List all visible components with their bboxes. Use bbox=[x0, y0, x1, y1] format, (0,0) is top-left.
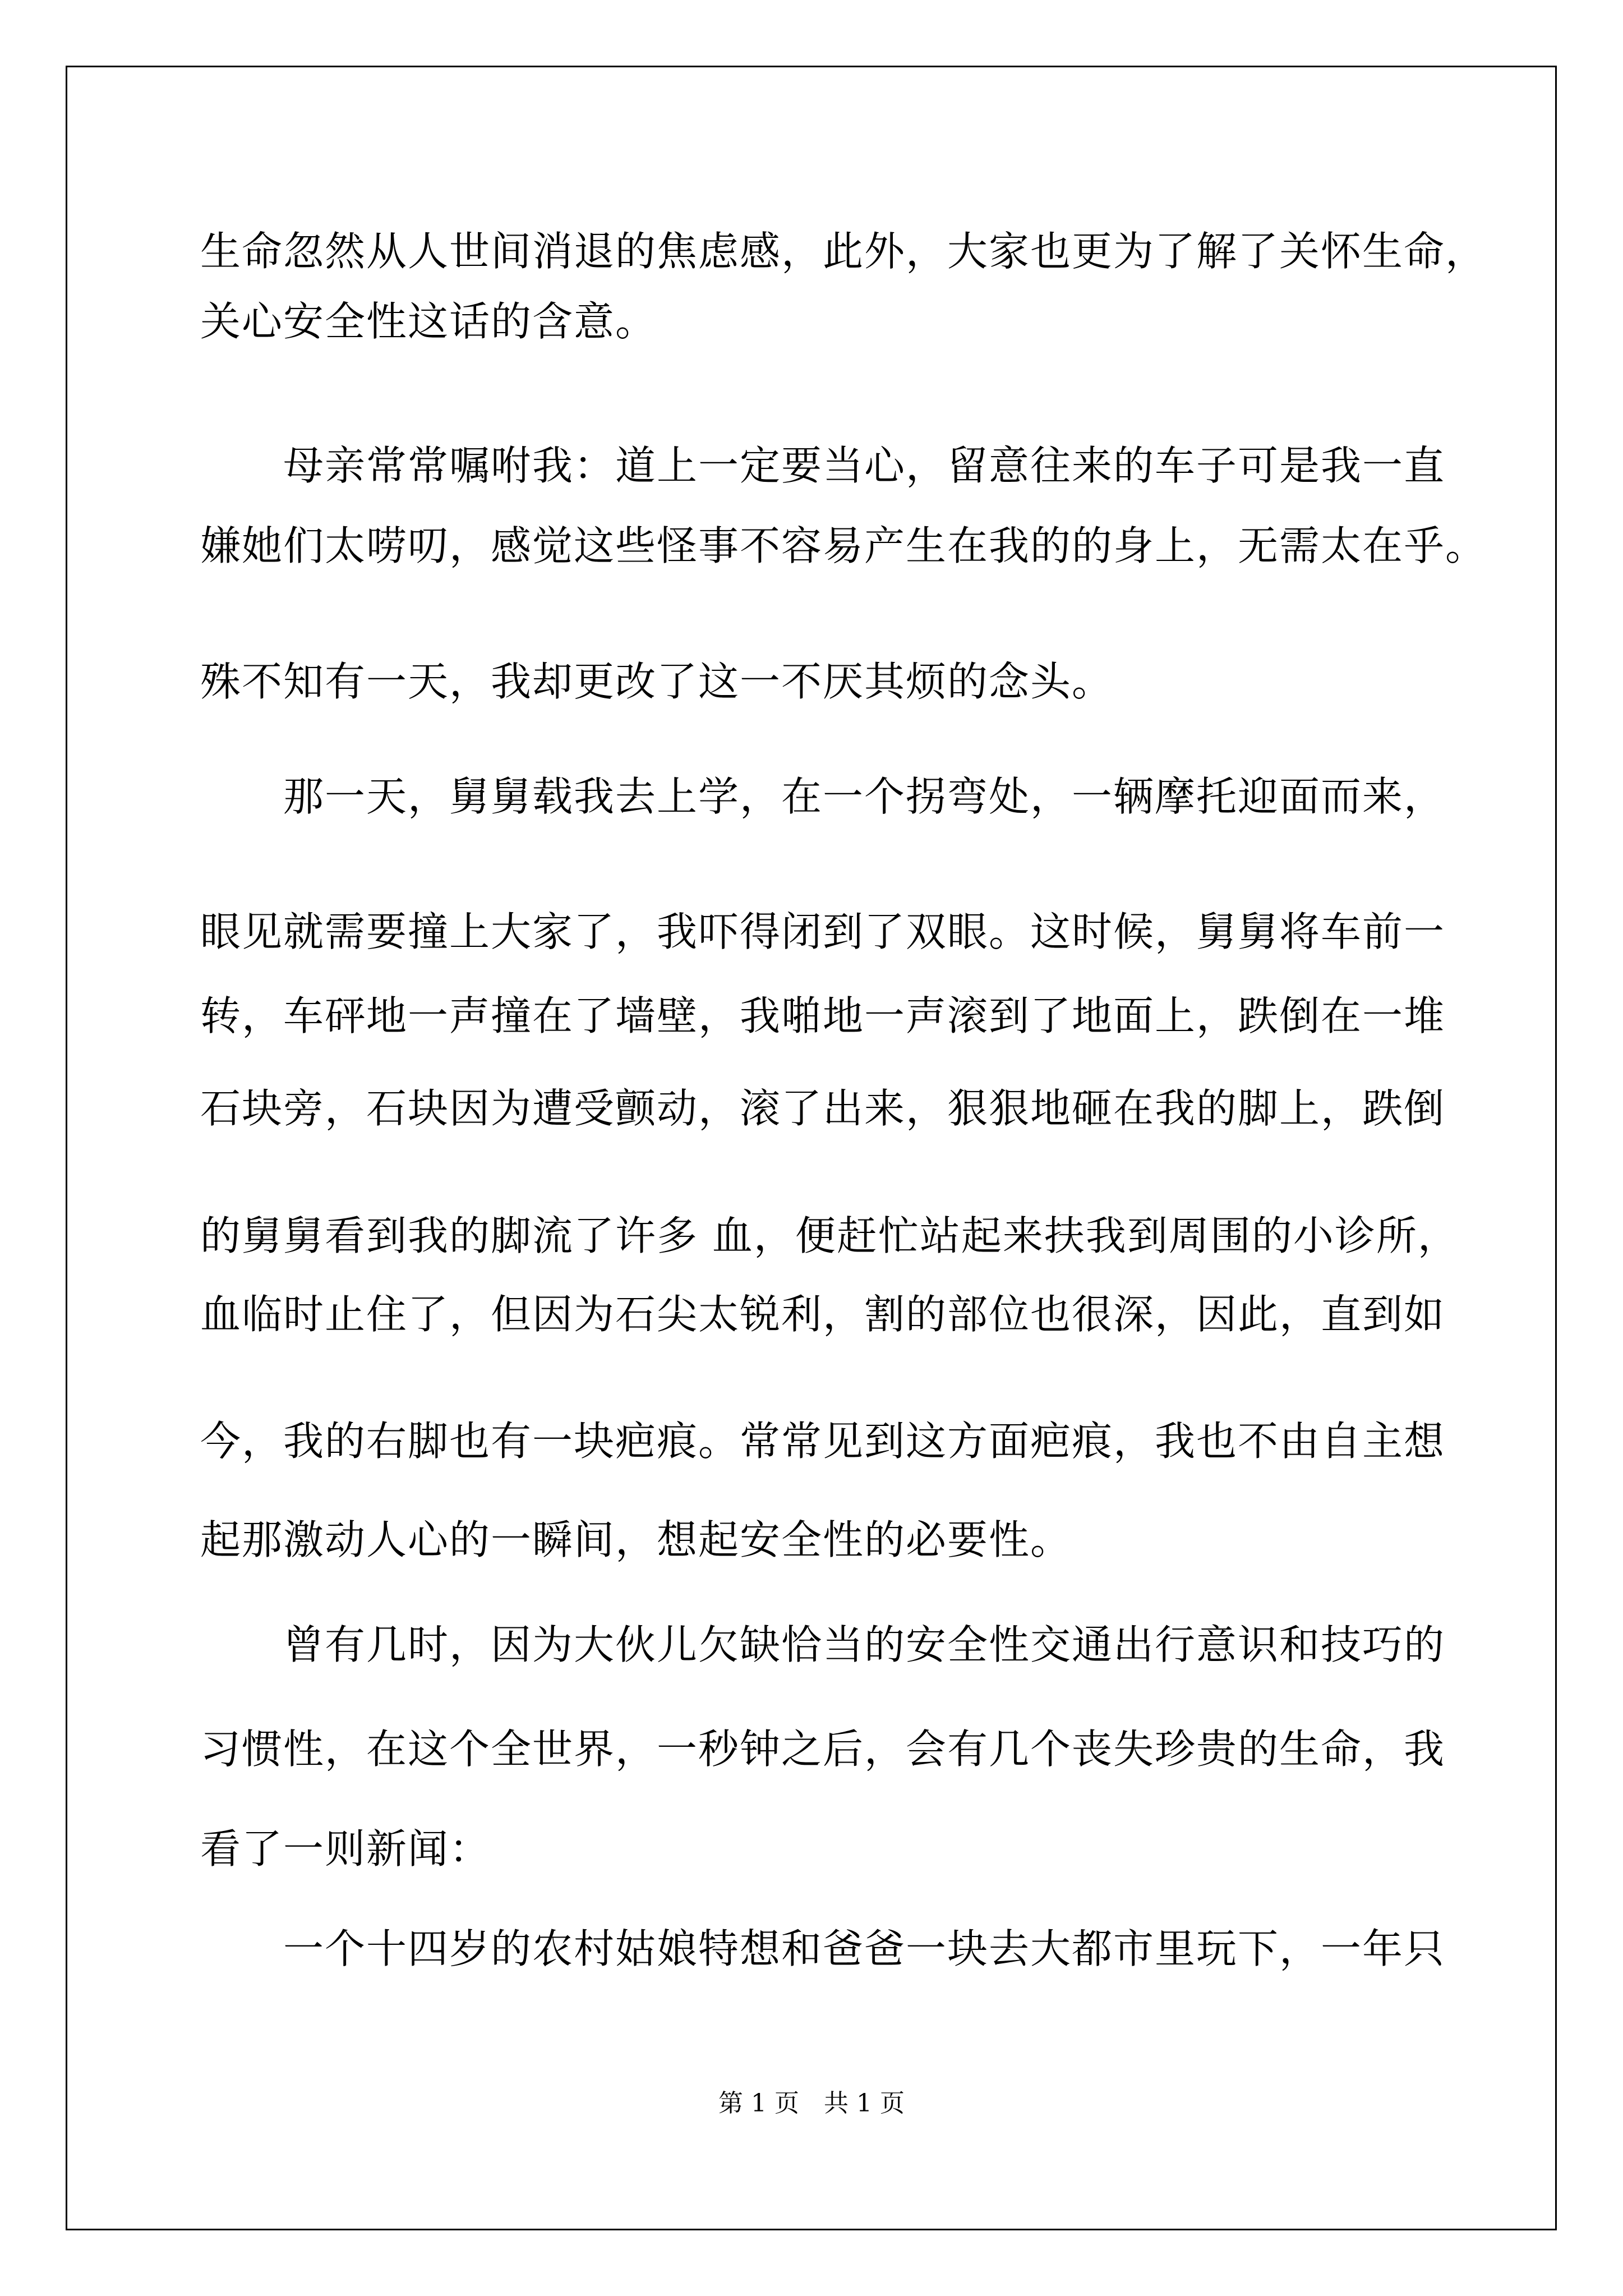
text-line: 转，车砰地一声撞在了墙壁，我啪地一声滚到了地面上，跌倒在一堆 bbox=[200, 992, 1446, 1039]
text-line: 习惯性，在这个全世界，一秒钟之后，会有几个丧失珍贵的生命，我 bbox=[200, 1726, 1446, 1773]
text-line: 殊不知有一天，我却更改了这一不厌其烦的念头。 bbox=[200, 658, 1114, 705]
text-line: 血临时止住了，但因为石尖太锐利，割的部位也很深，因此，直到如 bbox=[200, 1291, 1446, 1338]
text-line: 起那激动人心的一瞬间，想起安全性的必要性。 bbox=[200, 1516, 1072, 1563]
text-line: 生命忽然从人世间消退的焦虑感，此外，大家也更为了解了关怀生命， bbox=[200, 228, 1487, 275]
text-line: 一个十四岁的农村姑娘特想和爸爸一块去大都市里玩下，一年只 bbox=[200, 1925, 1446, 1972]
page-border bbox=[66, 66, 1557, 2230]
text-line: 母亲常常嘱咐我：道上一定要当心，留意往来的车子可是我一直 bbox=[200, 442, 1446, 489]
text-line: 今，我的右脚也有一块疤痕。常常见到这方面疤痕，我也不由自主想 bbox=[200, 1418, 1446, 1465]
text-line: 关心安全性这话的含意。 bbox=[200, 298, 657, 345]
text-line: 嫌她们太唠叨，感觉这些怪事不容易产生在我的的身上，无需太在乎。 bbox=[200, 522, 1487, 569]
page-number-footer: 第 1 页 共 1 页 bbox=[718, 2089, 905, 2118]
text-line: 眼见就需要撞上大家了，我吓得闭到了双眼。这时候，舅舅将车前一 bbox=[200, 908, 1446, 955]
text-line: 石块旁，石块因为遭受颤动，滚了出来，狠狠地砸在我的脚上，跌倒 bbox=[200, 1085, 1446, 1132]
text-line: 那一天，舅舅载我去上学，在一个拐弯处，一辆摩托迎面而来， bbox=[200, 773, 1446, 820]
text-line: 看了一则新闻： bbox=[200, 1825, 491, 1872]
text-line: 曾有几时，因为大伙儿欠缺恰当的安全性交通出行意识和技巧的 bbox=[200, 1621, 1446, 1668]
text-line: 的舅舅看到我的脚流了许多 血，便赶忙站起来扶我到周围的小诊所， bbox=[200, 1212, 1459, 1259]
